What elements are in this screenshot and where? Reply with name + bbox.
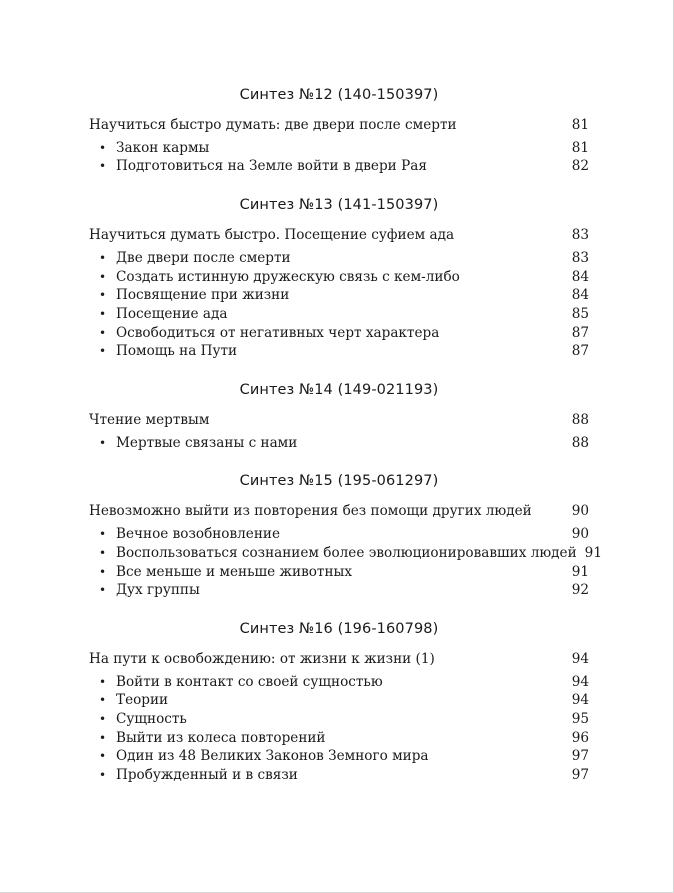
subsection-entry[interactable] bbox=[89, 563, 589, 582]
subsection-title-wrap bbox=[89, 324, 439, 343]
section-heading: Синтез №15 (195-061297) bbox=[239, 473, 439, 490]
subsection-title: Мертвые связаны с нами bbox=[116, 434, 298, 451]
bullet-icon: • bbox=[99, 730, 107, 745]
subsection-title-wrap bbox=[89, 305, 227, 324]
subsection-page-number: 94 bbox=[571, 692, 589, 709]
subsection-entry[interactable] bbox=[89, 691, 589, 710]
subsection-page-number: 94 bbox=[571, 673, 589, 690]
subsection-page-number: 97 bbox=[571, 767, 589, 784]
subsection-title-wrap bbox=[89, 525, 280, 544]
subsection-entry[interactable] bbox=[89, 342, 589, 361]
section-heading: Синтез №13 (141-150397) bbox=[239, 197, 439, 214]
subsection-entry[interactable] bbox=[89, 139, 589, 158]
subsection-title: Сущность bbox=[116, 711, 187, 728]
subsection-title: Закон кармы bbox=[116, 139, 210, 156]
chapter-title: Чтение мертвым bbox=[89, 412, 210, 429]
bullet-icon: • bbox=[99, 564, 107, 579]
subsection-page-number: 96 bbox=[571, 729, 589, 746]
subsection-title-wrap bbox=[89, 673, 383, 692]
subsection-title-wrap bbox=[89, 268, 460, 287]
subsection-title-wrap bbox=[89, 766, 298, 785]
bullet-icon: • bbox=[99, 545, 107, 560]
subsection-page-number: 91 bbox=[584, 544, 602, 561]
subsection-title-wrap bbox=[89, 563, 352, 582]
subsection-page-number: 81 bbox=[571, 139, 589, 156]
subsection-page-number: 90 bbox=[571, 526, 589, 543]
bullet-icon: • bbox=[99, 583, 107, 598]
subsection-entry[interactable] bbox=[89, 324, 589, 343]
subsection-title: Освободиться от негативных черт характера bbox=[116, 324, 440, 341]
bullet-icon: • bbox=[99, 749, 107, 764]
subsection-title: Создать истинную дружескую связь с кем-либо bbox=[116, 268, 460, 285]
subsection-entry[interactable] bbox=[89, 673, 589, 692]
subsection-title-wrap bbox=[89, 747, 429, 766]
subsection-page-number: 87 bbox=[571, 343, 589, 360]
subsection-title: Все меньше и меньше животных bbox=[116, 563, 352, 580]
subsection-entry[interactable] bbox=[89, 305, 589, 324]
bullet-icon: • bbox=[99, 768, 107, 783]
subsection-page-number: 95 bbox=[571, 711, 589, 728]
subsection-title: Теории bbox=[116, 692, 169, 709]
bullet-icon: • bbox=[99, 269, 107, 284]
chapter-entry[interactable] bbox=[89, 226, 589, 245]
subsection-title-wrap bbox=[89, 691, 168, 710]
chapter-page-number: 90 bbox=[571, 503, 589, 520]
table-of-contents bbox=[89, 84, 602, 785]
subsection-page-number: 88 bbox=[571, 434, 589, 451]
section-heading: Синтез №12 (140-150397) bbox=[239, 87, 439, 103]
subsection-page-number: 82 bbox=[571, 158, 589, 175]
bullet-icon: • bbox=[99, 250, 107, 265]
section-heading: Синтез №14 (149-021193) bbox=[239, 382, 439, 399]
subsection-title: Подготовиться на Земле войти в двери Рая bbox=[116, 158, 427, 175]
toc-section bbox=[89, 470, 602, 600]
subsection-entry[interactable] bbox=[89, 434, 589, 453]
subsection-page-number: 91 bbox=[571, 563, 589, 580]
subsection-title-wrap bbox=[89, 729, 326, 748]
chapter-entry[interactable] bbox=[89, 650, 589, 669]
section-heading: Синтез №16 (196-160798) bbox=[239, 620, 439, 637]
bullet-icon: • bbox=[99, 712, 107, 727]
bullet-icon: • bbox=[99, 159, 107, 174]
chapter-title: Научиться быстро думать: две двери после смерти bbox=[89, 117, 457, 133]
subsection-title-wrap bbox=[89, 249, 291, 268]
bullet-icon: • bbox=[99, 140, 107, 155]
subsection-title: Воспользоваться сознанием более эволюционировавших людей bbox=[116, 544, 577, 561]
subsection-title: Две двери после смерти bbox=[116, 249, 291, 266]
chapter-entry[interactable] bbox=[89, 411, 589, 430]
toc-section bbox=[89, 84, 589, 176]
subsection-title: Посвящение при жизни bbox=[116, 287, 290, 304]
bullet-icon: • bbox=[99, 527, 107, 542]
chapter-entry[interactable] bbox=[89, 502, 589, 521]
subsection-entry[interactable] bbox=[89, 544, 602, 563]
subsection-entry[interactable] bbox=[89, 581, 589, 600]
toc-section bbox=[89, 194, 589, 361]
subsection-page-number: 83 bbox=[571, 249, 589, 266]
subsection-title: Пробужденный и в связи bbox=[116, 767, 298, 784]
subsection-title: Вечное возобновление bbox=[116, 526, 280, 543]
bullet-icon: • bbox=[99, 674, 107, 689]
subsection-title-wrap bbox=[89, 710, 187, 729]
chapter-title: Научиться думать быстро. Посещение суфием ада bbox=[89, 227, 455, 244]
subsection-title-wrap bbox=[89, 286, 289, 305]
subsection-entry[interactable] bbox=[89, 729, 589, 748]
subsection-entry[interactable] bbox=[89, 157, 589, 176]
bullet-icon: • bbox=[99, 325, 107, 340]
subsection-page-number: 84 bbox=[571, 287, 589, 304]
bullet-icon: • bbox=[99, 288, 107, 303]
chapter-page-number: 94 bbox=[571, 650, 589, 667]
subsection-title-wrap bbox=[89, 434, 297, 453]
subsection-title: Войти в контакт со своей сущностью bbox=[116, 673, 383, 690]
subsection-page-number: 84 bbox=[571, 268, 589, 285]
subsection-title-wrap bbox=[89, 342, 237, 361]
subsection-title: Выйти из колеса повторений bbox=[116, 729, 326, 746]
subsection-title: Дух группы bbox=[116, 582, 200, 599]
subsection-title: Посещение ада bbox=[116, 305, 228, 322]
subsection-page-number: 85 bbox=[571, 305, 589, 322]
subsection-entry[interactable] bbox=[89, 286, 589, 305]
toc-section bbox=[89, 618, 589, 785]
subsection-entry[interactable] bbox=[89, 766, 589, 785]
subsection-title-wrap bbox=[89, 544, 577, 563]
chapter-title: На пути к освобождению: от жизни к жизни (1) bbox=[89, 650, 435, 667]
subsection-page-number: 87 bbox=[571, 324, 589, 341]
bullet-icon: • bbox=[99, 693, 107, 708]
subsection-title: Помощь на Пути bbox=[116, 343, 238, 360]
subsection-entry[interactable] bbox=[89, 747, 589, 766]
chapter-page-number: 83 bbox=[571, 227, 589, 244]
toc-section bbox=[89, 379, 589, 452]
subsection-entry[interactable] bbox=[89, 249, 589, 268]
chapter-page-number: 81 bbox=[571, 117, 589, 133]
subsection-page-number: 97 bbox=[571, 748, 589, 765]
subsection-title-wrap bbox=[89, 157, 427, 176]
chapter-entry[interactable] bbox=[89, 116, 589, 135]
subsection-title-wrap bbox=[89, 581, 200, 600]
bullet-icon: • bbox=[99, 306, 107, 321]
subsection-title-wrap bbox=[89, 139, 209, 158]
chapter-title: Невозможно выйти из повторения без помощи других людей bbox=[89, 503, 532, 520]
subsection-entry[interactable] bbox=[89, 525, 589, 544]
subsection-entry[interactable] bbox=[89, 710, 589, 729]
subsection-page-number: 92 bbox=[571, 582, 589, 599]
chapter-page-number: 88 bbox=[571, 412, 589, 429]
bullet-icon: • bbox=[99, 435, 107, 450]
subsection-entry[interactable] bbox=[89, 268, 589, 287]
bullet-icon: • bbox=[99, 344, 107, 359]
subsection-title: Один из 48 Великих Законов Земного мира bbox=[116, 748, 429, 765]
